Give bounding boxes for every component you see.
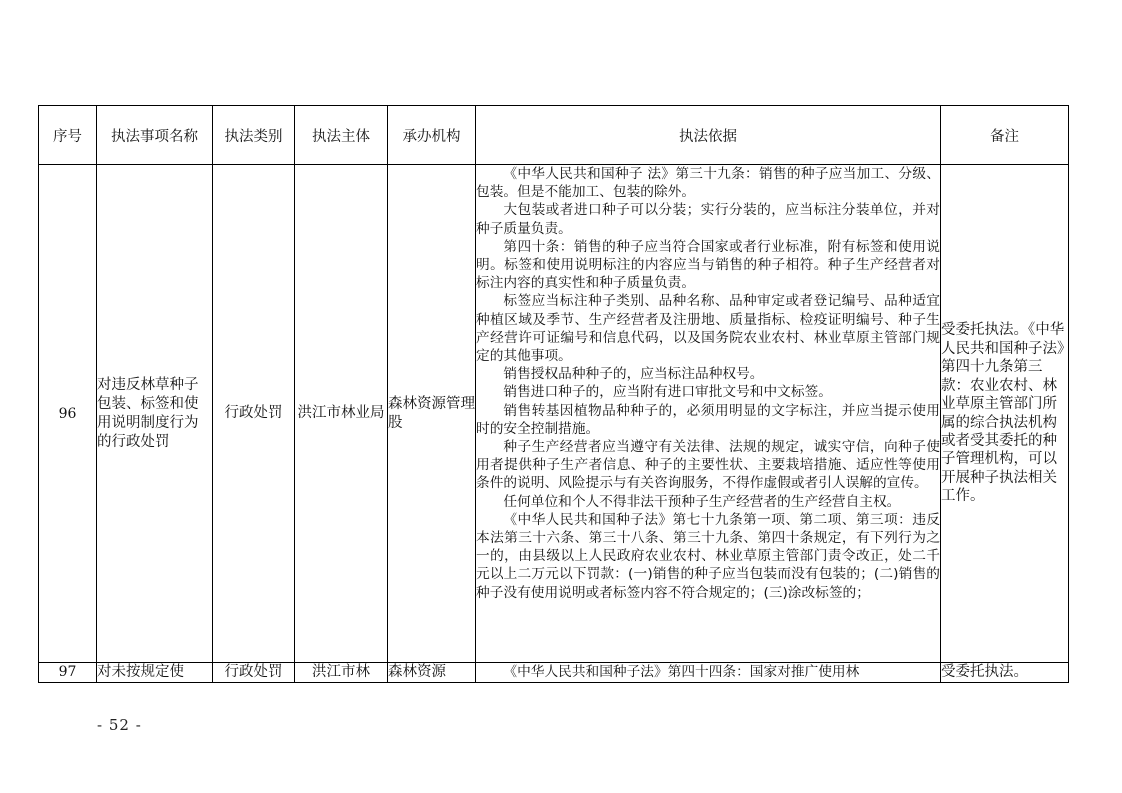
page-number: - 52 - [97,716,142,734]
table-row [39,165,1069,663]
legal-basis [476,663,941,683]
remark: 受委托执法。 [941,663,1069,683]
header-cell-category: 执法类别 [213,106,295,165]
enforcement-subject: 洪江市林业局 [295,165,388,663]
basis-paragraph: 销售授权品种种子的，应当标注品种权号。 [503,366,764,383]
basis-paragraph: 任何单位和个人不得非法干预种子生产经营者的生产经营自主权。 [503,493,901,510]
header-cell-basis: 执法依据 [476,106,941,165]
remark: 受委托执法。《中华人民共和国种子法》第四十九条第三款：农业农村、林业草原主管部门所属的综合执法机构或者受其委托的种子管理机构，可以开展种子执法相关工作。 [941,165,1069,663]
enforcement-category: 行政处罚 [213,165,295,663]
handling-agency: 森林资源 [388,663,476,683]
basis-paragraph: 种子生产经营者应当遵守有关法律、法规的规定，诚实守信，向种子使用者提供种子生产者信息、种子的主要性状、主要栽培措施、适应性等使用条件的说明、风险提示与有关咨询服务，不得作虚假或者引人误解的宣传。 [476,439,940,492]
header-cell-agency: 承办机构 [388,106,476,165]
table-row [39,663,1069,683]
header-row [39,106,1069,165]
basis-paragraph: 标签应当标注种子类别、品种名称、品种审定或者登记编号、品种适宜种植区域及季节、生产经营者及注册地、质量指标、检疫证明编号、种子生产经营许可证编号和信息代码，以及国务院农业农村、林业草原主管部门规定的其他事项。 [476,293,940,365]
header-cell-remark: 备注 [941,106,1069,165]
legal-basis [476,165,941,663]
header-cell-seq: 序号 [39,106,97,165]
basis-paragraph: 《中华人民共和国种子法》第七十九条第一项、第二项、第三项：违反本法第三十六条、第三十八条、第三十九条、第四十条规定，有下列行为之一的，由县级以上人民政府农业农村、林业草原主管部门责令改正，处二千元以上二万元以下罚款：(一)销售的种子应当包装而没有包装的；(二)销售的种子没有使用说明或者标签内容不符合规定的；(三)涂改标签的； [476,511,940,601]
enforcement-table [38,105,1069,683]
header-cell-item-name: 执法事项名称 [97,106,213,165]
basis-paragraph: 大包装或者进口种子可以分装；实行分装的，应当标注分装单位，并对种子质量负责。 [476,202,940,237]
basis-paragraph: 《中华人民共和国种子 法》第三十九条：销售的种子应当加工、分级、包装。但是不能加工、包装的除外。 [476,166,940,201]
item-name: 对未按规定使 [97,663,213,683]
basis-paragraph: 销售进口种子的，应当附有进口审批文号和中文标签。 [503,384,832,401]
enforcement-category: 行政处罚 [213,663,295,683]
basis-paragraph: 第四十条：销售的种子应当符合国家或者行业标准，附有标签和使用说明。标签和使用说明标注的内容应当与销售的种子相符。种子生产经营者对标注内容的真实性和种子质量负责。 [476,238,940,292]
row-number: 96 [39,165,97,663]
item-name: 对违反林草种子包装、标签和使用说明制度行为的行政处罚 [97,165,213,663]
handling-agency: 森林资源管理股 [388,165,476,663]
basis-paragraph: 《中华人民共和国种子法》第四十四条：国家对推广使用林 [503,664,860,680]
header-cell-subject: 执法主体 [295,106,388,165]
basis-paragraph: 销售转基因植物品种种子的，必须用明显的文字标注，并应当提示使用时的安全控制措施。 [476,402,940,437]
row-number: 97 [39,663,97,683]
enforcement-subject: 洪江市林 [295,663,388,683]
